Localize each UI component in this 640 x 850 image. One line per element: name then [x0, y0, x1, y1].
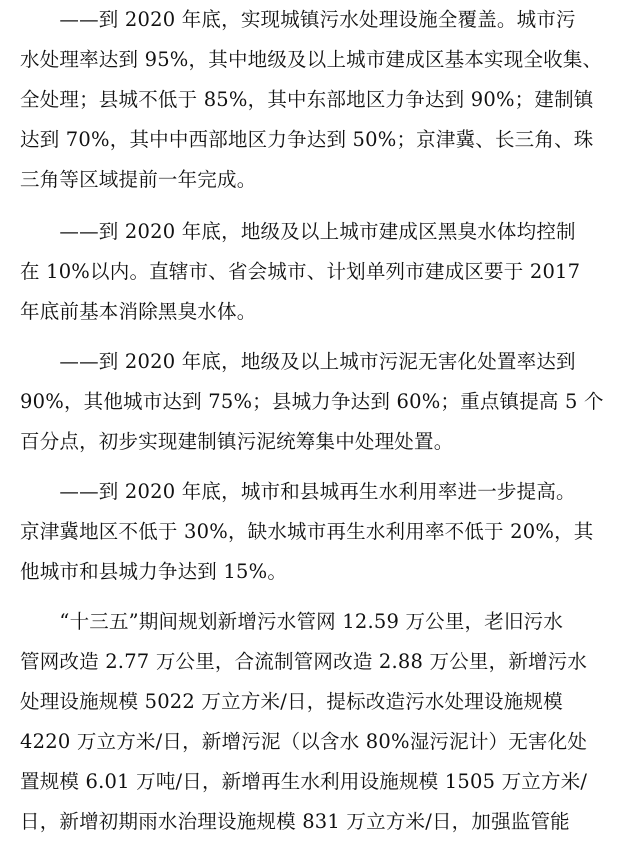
text-line: 水处理率达到 95%，其中地级及以上城市建成区基本实现全收集、: [20, 48, 603, 71]
text-line: 全处理；县城不低于 85%，其中东部地区力争达到 90%；建制镇: [20, 88, 594, 111]
text-line: 90%，其他城市达到 75%；县城力争达到 60%；重点镇提高 5 个: [20, 390, 604, 413]
text-line: 京津冀地区不低于 30%，缺水城市再生水利用率不低于 20%，其: [20, 520, 594, 543]
text-line: 百分点，初步实现建制镇污泥统筹集中处理处置。: [20, 430, 454, 453]
text-line: 4220 万立方米/日，新增污泥（以含水 80%湿污泥计）无害化处: [20, 730, 588, 753]
text-line: 管网改造 2.77 万公里，合流制管网改造 2.88 万公里，新增污水: [20, 650, 588, 673]
text-line: 日，新增初期雨水治理设施规模 831 万立方米/日，加强监管能: [20, 810, 570, 833]
text-line: 达到 70%，其中中西部地区力争达到 50%；京津冀、长三角、珠: [20, 128, 594, 151]
text-line: 在 10%以内。直辖市、省会城市、计划单列市建成区要于 2017: [20, 260, 581, 283]
text-line: 置规模 6.01 万吨/日，新增再生水利用设施规模 1505 万立方米/: [20, 770, 588, 793]
text-line: 年底前基本消除黑臭水体。: [20, 300, 257, 323]
text-line: ——到 2020 年底，实现城镇污水处理设施全覆盖。城市污: [20, 8, 576, 31]
text-line: ——到 2020 年底，地级及以上城市污泥无害化处置率达到: [20, 350, 576, 373]
text-line: ——到 2020 年底，城市和县城再生水利用率进一步提高。: [20, 480, 576, 503]
text-line: 处理设施规模 5022 万立方米/日，提标改造污水处理设施规模: [20, 690, 563, 713]
text-line: 三角等区域提前一年完成。: [20, 168, 257, 191]
text-line: ——到 2020 年底，地级及以上城市建成区黑臭水体均控制: [20, 220, 576, 243]
text-line: 他城市和县城力争达到 15%。: [20, 560, 288, 583]
text-line: “十三五”期间规划新增污水管网 12.59 万公里，老旧污水: [20, 610, 564, 633]
